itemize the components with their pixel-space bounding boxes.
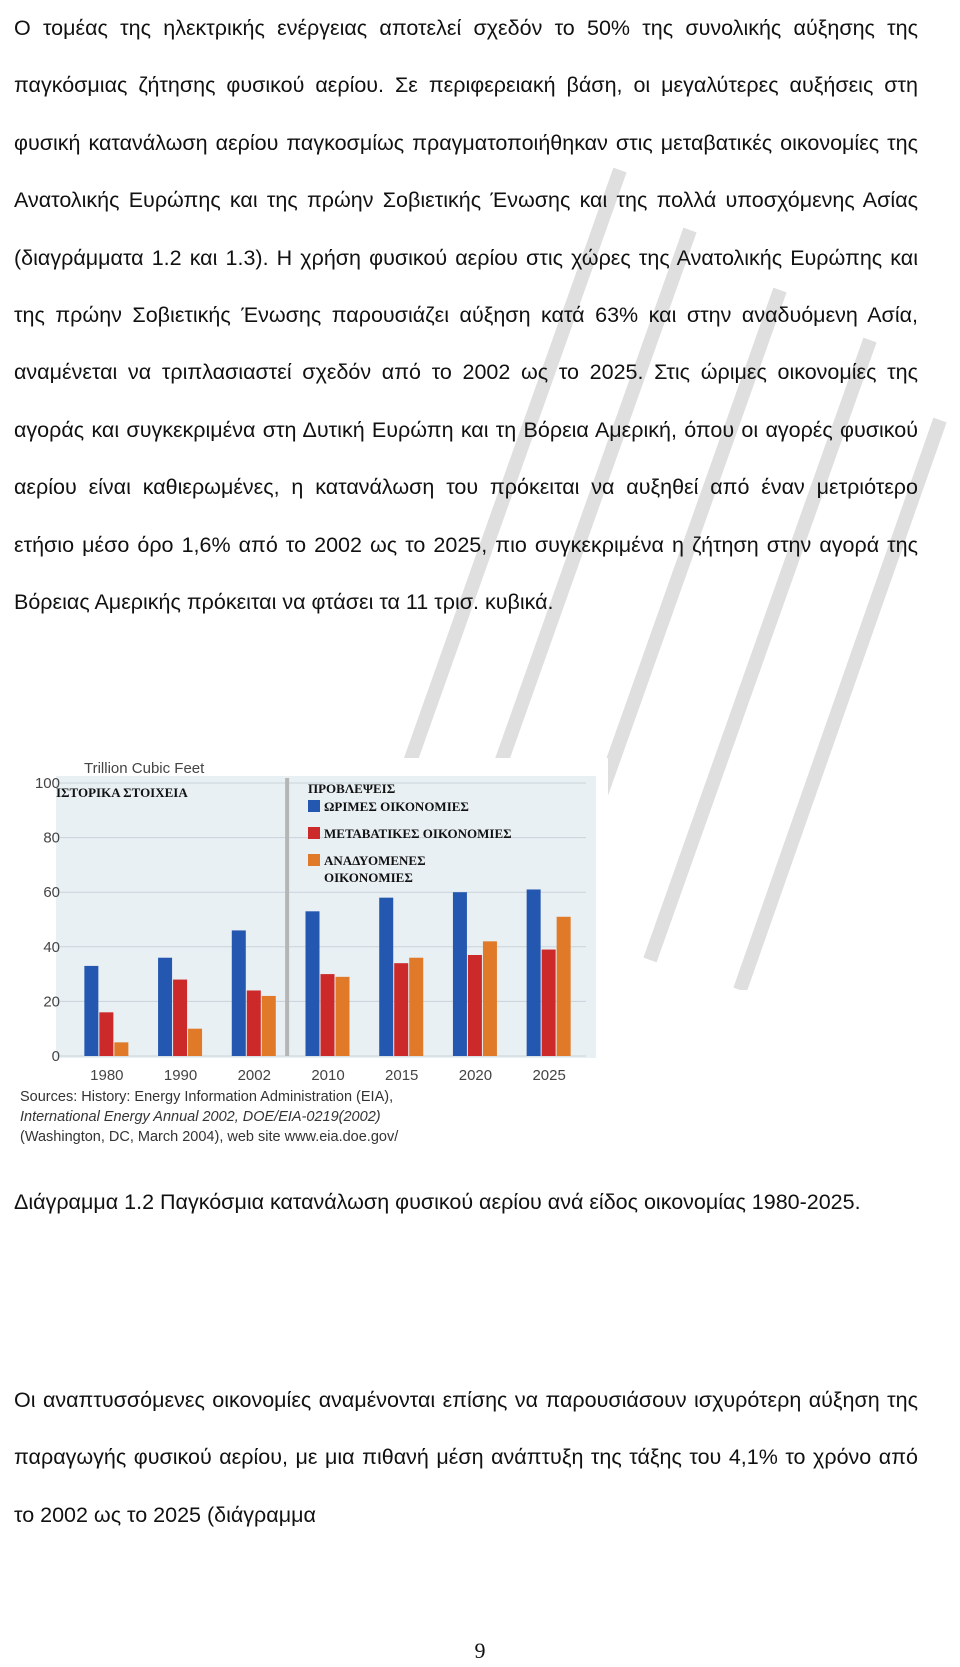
bar-1990-series-2	[188, 1029, 202, 1056]
chart-projections-label: ΠΡΟΒΛΕΨΕΙΣ	[308, 781, 396, 796]
bar-2002-series-0	[232, 930, 246, 1056]
y-tick-label: 20	[43, 993, 60, 1011]
y-tick-label: 40	[43, 938, 60, 956]
legend-swatch-emerging	[308, 854, 320, 866]
legend-swatch-mature	[308, 800, 320, 812]
chart-source-line-1: Sources: History: Energy Information Administration (EIA),	[20, 1089, 394, 1105]
x-tick-label: 2010	[311, 1067, 345, 1084]
y-tick-label: 100	[34, 775, 60, 792]
chart-y-axis-label: Trillion Cubic Feet	[84, 760, 205, 777]
legend-label-emerging: ΑΝΑΔΥΟΜΕΝΕΣ ΟΙΚΟΝΟΜΙΕΣ	[324, 853, 426, 885]
body-paragraph-1: Ο τομέας της ηλεκτρικής ενέργειας αποτελεί σχεδόν το 50% της συνολικής αύξησης της παγκόσμιας ζήτησης φυσικού αερίου. Σε περιφερειακή βάση, οι μεγαλύτερες αυξήσεις στη φυσική κατανάλωση αερίου παγκοσμίως πραγματοποιήθηκαν στις μεταβατικές οικονομίες της Ανατολικής Ευρώπης και της πρώην Σοβιετικής Ένωσης και της πολλά υποσχόμενης Ασίας (διαγράμματα 1.2 και 1.3). Η χρήση φυσικού αερίου στις χώρες της Ανατολικής Ευρώπης και της πρώην Σοβιετικής Ένωσης παρουσιάζει αύξηση κατά 63% και στην αναδυόμενη Ασία, αναμένεται να τριπλασιαστεί σχεδόν από το 2002 ως το 2025. Στις ώριμες οικονομίες της αγοράς και συγκεκριμένα στη Δυτική Ευρώπη και τη Βόρεια Αμερική, όπου οι αγορές φυσικού αερίου είναι καθιερωμένες, η κατανάλωση του πρόκειται να αυξηθεί από έναν μετριότερο ετήσιο μέσο όρο 1,6% από το 2002 ως το 2025, πιο συγκεκριμένα η ζήτηση στην αγορά της Βόρειας Αμερικής πρόκειται να φτάσει τα 11 τρισ. κυβικά.	[14, 16, 918, 615]
bar-2025-series-2	[557, 917, 571, 1056]
page-number: 9	[474, 1638, 486, 1663]
bar-2015-series-2	[409, 958, 423, 1056]
bar-2010-series-0	[306, 911, 320, 1056]
chart-history-label: ΙΣΤΟΡΙΚΑ ΣΤΟΙΧΕΙΑ	[56, 785, 188, 800]
bar-2020-series-1	[468, 955, 482, 1056]
bar-1990-series-1	[173, 980, 187, 1056]
bar-2015-series-0	[379, 898, 393, 1056]
bar-1980-series-1	[99, 1012, 113, 1056]
bar-2002-series-2	[262, 996, 276, 1056]
bar-1980-series-2	[114, 1042, 128, 1056]
chart-source-line-2: International Energy Annual 2002, DOE/EIA-0219(2002)	[20, 1109, 381, 1125]
chart-source-line-3: (Washington, DC, March 2004), web site www.eia.doe.gov/	[20, 1129, 399, 1145]
y-tick-label: 80	[43, 829, 60, 847]
bar-2002-series-1	[247, 990, 261, 1056]
body-paragraph-2: Οι αναπτυσσόμενες οικονομίες αναμένονται επίσης να παρουσιάσουν ισχυρότερη αύξηση της παραγωγής φυσικού αερίου, με μια πιθανή μέση ανάπτυξη της τάξης του 4,1% το χρόνο από το 2002 ως το 2025 (διάγραμμα	[14, 1388, 918, 1527]
bar-2020-series-0	[453, 892, 467, 1056]
bar-2020-series-2	[483, 941, 497, 1056]
x-tick-label: 2002	[237, 1067, 271, 1084]
y-tick-label: 60	[43, 884, 60, 902]
figure-caption: Διάγραμμα 1.2 Παγκόσμια κατανάλωση φυσικού αερίου ανά είδος οικονομίας 1980-2025.	[14, 1190, 861, 1214]
x-tick-label: 2020	[458, 1067, 493, 1084]
x-tick-label: 2025	[532, 1067, 566, 1084]
bar-2025-series-0	[527, 889, 541, 1056]
y-tick-label: 0	[51, 1048, 60, 1065]
x-tick-label: 1980	[90, 1067, 124, 1084]
gas-consumption-chart	[16, 758, 608, 1156]
legend-label-mature: ΩΡΙΜΕΣ ΟΙΚΟΝΟΜΙΕΣ	[324, 799, 469, 814]
bar-1990-series-0	[158, 958, 172, 1056]
bar-2010-series-1	[321, 974, 335, 1056]
bar-2015-series-1	[394, 963, 408, 1056]
x-tick-label: 1990	[163, 1067, 198, 1084]
legend-swatch-transition	[308, 827, 320, 839]
bar-2025-series-1	[542, 950, 556, 1056]
legend-label-transition: ΜΕΤΑΒΑΤΙΚΕΣ ΟΙΚΟΝΟΜΙΕΣ	[324, 826, 512, 841]
bar-2010-series-2	[336, 977, 350, 1056]
x-tick-label: 2015	[385, 1067, 419, 1084]
bar-1980-series-0	[84, 966, 98, 1056]
